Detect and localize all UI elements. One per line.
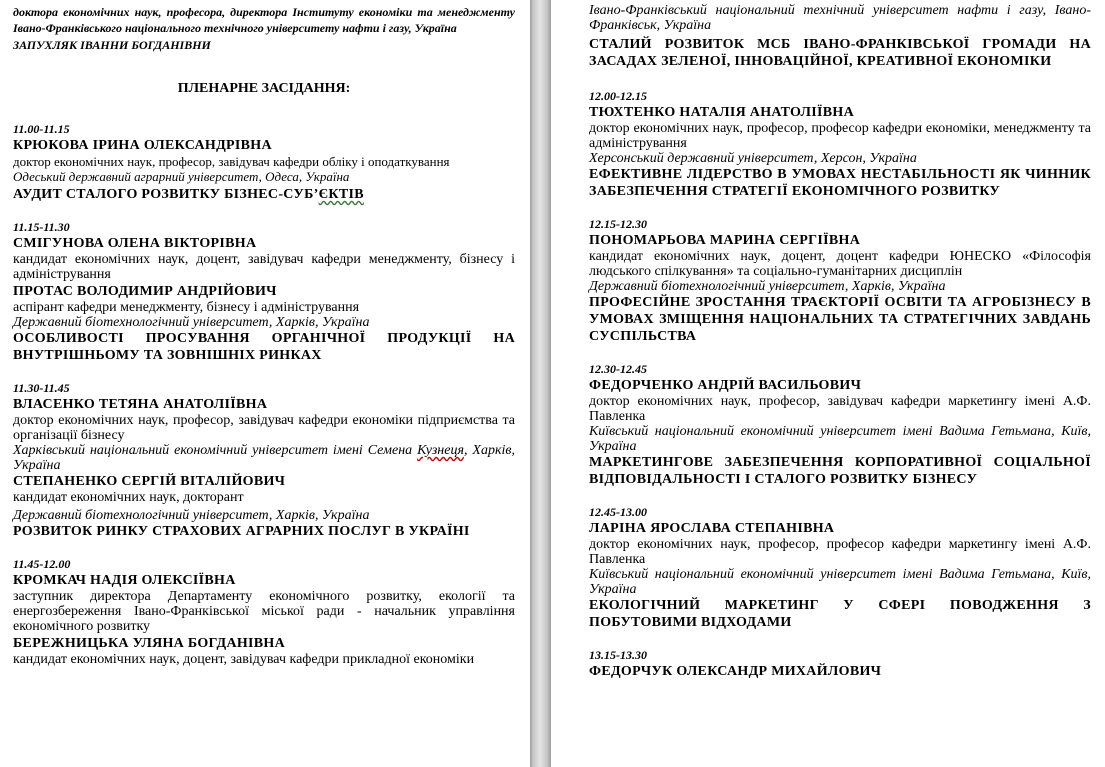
- speaker-name: ПРОТАС ВОЛОДИМИР АНДРІЙОВИЧ: [13, 284, 277, 299]
- speaker-position: кандидат економічних наук, докторант: [13, 490, 244, 505]
- speaker-name: ЛАРІНА ЯРОСЛАВА СТЕПАНІВНА: [589, 521, 835, 536]
- speaker-position: аспірант кафедри менеджменту, бізнесу і адміністрування: [13, 300, 360, 315]
- speaker-position: кандидат економічних наук, доцент, завідувач кафедри прикладної економіки: [13, 652, 475, 667]
- report-title-part: АУДИТ СТАЛОГО РОЗВИТКУ БІЗНЕС-СУБ’: [13, 187, 319, 202]
- moderator-affiliation: доктора економічних наук, професора, директора Інституту економіки та менеджменту Івано-Франківського національного технічного університету нафти і газу, Україна: [13, 5, 515, 35]
- speaker-institution: Державний біотехнологічний університет, Харків, Україна: [13, 508, 370, 523]
- report-title-part: ЄКТІВ: [318, 187, 364, 202]
- page-gap: [530, 0, 551, 767]
- report-title: РОЗВИТОК РИНКУ СТРАХОВИХ АГРАРНИХ ПОСЛУГ В УКРАЇНІ: [13, 524, 470, 539]
- report-title: [13, 186, 515, 203]
- section-heading: ПЛЕНАРНЕ ЗАСІДАННЯ:: [177, 81, 351, 96]
- speaker-name: СТЕПАНЕНКО СЕРГІЙ ВІТАЛІЙОВИЧ: [13, 474, 286, 489]
- institution-part: Кузнеця: [417, 443, 464, 458]
- speaker-institution: Івано-Франківський національний технічний університет нафти і газу, Івано-Франківськ, Україна: [589, 3, 1091, 33]
- speaker-position: доктор економічних наук, професор, професор кафедри економіки, менеджменту та адміністрування: [589, 121, 1091, 151]
- report-title: ЕКОЛОГІЧНИЙ МАРКЕТИНГ У СФЕРІ ПОВОДЖЕННЯ З ПОБУТОВИМИ ВІДХОДАМИ: [589, 598, 1091, 630]
- speaker-name: ФЕДОРЧУК ОЛЕКСАНДР МИХАЙЛОВИЧ: [589, 664, 882, 679]
- report-title: ПРОФЕСІЙНЕ ЗРОСТАННЯ ТРАЄКТОРІЇ ОСВІТИ ТА АГРОБІЗНЕСУ В УМОВАХ ЗМІЩЕННЯ НАЦІОНАЛЬНИХ ТА СТРАТЕГІЧНИХ ЗАВДАНЬ СУСПІЛЬСТВА: [589, 295, 1091, 344]
- document-page-left: [0, 0, 530, 767]
- speaker-name: КРЮКОВА ІРИНА ОЛЕКСАНДРІВНА: [13, 138, 272, 153]
- speaker-institution: Державний біотехнологічний університет, Харків, Україна: [13, 315, 370, 330]
- speaker-position: кандидат економічних наук, доцент, доцент кафедри ЮНЕСКО «Філософія людського спілкування» та соціально-гуманітарних дисциплін: [589, 249, 1091, 279]
- speaker-position: кандидат економічних наук, доцент, завідувач кафедри менеджменту, бізнесу і адміністрування: [13, 252, 515, 282]
- speaker-name: ВЛАСЕНКО ТЕТЯНА АНАТОЛІЇВНА: [13, 397, 268, 412]
- report-title: СТАЛИЙ РОЗВИТОК МСБ ІВАНО-ФРАНКІВСЬКОЇ ГРОМАДИ НА ЗАСАДАХ ЗЕЛЕНОЇ, ІННОВАЦІЙНОЇ, КРЕАТИВНОЇ ЕКОНОМІКИ: [589, 37, 1091, 69]
- speaker-position: доктор економічних наук, професор, завідувач кафедри маркетингу імені А.Ф. Павленка: [589, 394, 1091, 424]
- session-time: 11.00-11.15: [13, 122, 70, 136]
- speaker-position: доктор економічних наук, професор, завідувач кафедри економіки підприємства та організації бізнесу: [13, 413, 515, 443]
- session-time: 12.15-12.30: [589, 217, 647, 231]
- session-time: 11.45-12.00: [13, 557, 71, 571]
- left-column: [13, 0, 515, 667]
- speaker-position: заступник директора Департаменту економічного розвитку, екології та енергозбереження Івано-Франківської міської ради - начальник управління економічного розвитку: [13, 589, 515, 634]
- session-time: 12.45-13.00: [589, 505, 647, 519]
- document-page-right: [551, 0, 1105, 767]
- speaker-name: БЕРЕЖНИЦЬКА УЛЯНА БОГДАНІВНА: [13, 636, 286, 651]
- session-time: 11.15-11.30: [13, 220, 70, 234]
- session-time: 12.30-12.45: [589, 362, 647, 376]
- speaker-name: ФЕДОРЧЕНКО АНДРІЙ ВАСИЛЬОВИЧ: [589, 378, 862, 393]
- session-time: 13.15-13.30: [589, 648, 647, 662]
- institution-part: , Харків, Україна: [13, 443, 515, 473]
- session-time: 12.00-12.15: [589, 89, 647, 103]
- speaker-institution: [13, 443, 515, 473]
- report-title: ЕФЕКТИВНЕ ЛІДЕРСТВО В УМОВАХ НЕСТАБІЛЬНОСТІ ЯК ЧИННИК ЗАБЕЗПЕЧЕННЯ СТРАТЕГІЇ ЕКОНОМІЧНОГО РОЗВИТКУ: [589, 167, 1091, 199]
- institution-part: Харківський національний економічний університет імені Семена: [13, 443, 418, 458]
- speaker-institution: Одеський державний аграрний університет, Одеса, Україна: [13, 169, 350, 184]
- report-title: ОСОБЛИВОСТІ ПРОСУВАННЯ ОРГАНІЧНОЇ ПРОДУКЦІЇ НА ВНУТРІШНЬОМУ ТА ЗОВНІШНІХ РИНКАХ: [13, 331, 515, 363]
- speaker-position: доктор економічних наук, професор, професор кафедри маркетингу імені А.Ф. Павленка: [589, 537, 1091, 567]
- speaker-name: ТЮХТЕНКО НАТАЛІЯ АНАТОЛІЇВНА: [589, 105, 855, 120]
- speaker-institution: Державний біотехнологічний університет, Харків, Україна: [589, 279, 946, 294]
- speaker-institution: Київський національний економічний університет імені Вадима Гетьмана, Київ, Україна: [589, 424, 1091, 454]
- speaker-name: КРОМКАЧ НАДІЯ ОЛЕКСІЇВНА: [13, 573, 236, 588]
- speaker-institution: Київський національний економічний університет імені Вадима Гетьмана, Київ, Україна: [589, 567, 1091, 597]
- speaker-name: СМІГУНОВА ОЛЕНА ВІКТОРІВНА: [13, 236, 257, 251]
- speaker-name: ПОНОМАРЬОВА МАРИНА СЕРГІЇВНА: [589, 233, 861, 248]
- right-column: [589, 0, 1091, 680]
- report-title: МАРКЕТИНГОВЕ ЗАБЕЗПЕЧЕННЯ КОРПОРАТИВНОЇ СОЦІАЛЬНОЇ ВІДПОВІДАЛЬНОСТІ І СТАЛОГО РОЗВИТКУ БІЗНЕСУ: [589, 455, 1091, 487]
- session-time: 11.30-11.45: [13, 381, 70, 395]
- speaker-position: доктор економічних наук, професор, завідувач кафедри обліку і оподаткування: [13, 154, 450, 169]
- speaker-institution: Херсонський державний університет, Херсон, Україна: [589, 151, 917, 166]
- moderator-name: ЗАПУХЛЯК ІВАННИ БОГДАНІВНИ: [13, 38, 211, 52]
